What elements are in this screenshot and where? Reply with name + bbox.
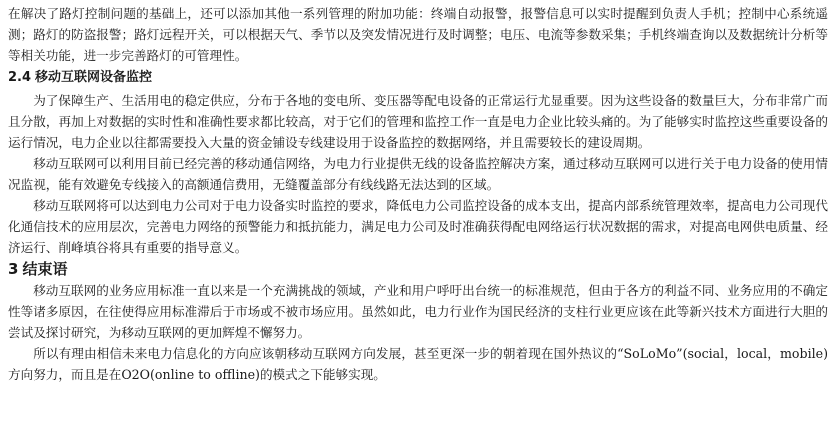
paragraph: 所以有理由相信未来电力信息化的方向应该朝移动互联网方向发展，甚至更深一步的朝着现在国外热议的“SoLoMo”(social，local，mobile)方向努力，而且是在O2O(online to offline)的模式之下能够实现。 [8, 346, 828, 382]
paragraph: 移动互联网可以利用目前已经完善的移动通信网络，为电力行业提供无线的设备监控解决方案，通过移动互联网可以进行关于电力设备的使用情况监视，能有效避免专线接入的高额通信费用，无缝覆盖部分有线线路无法达到的区域。 [8, 156, 828, 192]
section-heading-2-4 [8, 68, 828, 88]
section-title: 移动互联网设备监控 [35, 70, 153, 85]
paragraph: 为了保障生产、生活用电的稳定供应，分布于各地的变电所、变压器等配电设备的正常运行尤显重要。因为这些设备的数量巨大，分布非常广而且分散，再加上对数据的实时性和准确性要求都比较高，对于它们的管理和监控工作一直是电力企业比较头痛的。为了能够实时监控这些重要设备的运行情况，电力企业以往都需要投入大量的资金铺设专线建设用于设备监控的数据网络，并且需要较长的建设周期。 [8, 93, 828, 150]
paragraph: 移动互联网将可以达到电力公司对于电力设备实时监控的要求，降低电力公司监控设备的成本支出，提高内部系统管理效率，提高电力公司现代化通信技术的应用层次，完善电力网络的预警能力和抵抗能力，满足电力公司及时准确获得配电网络运行状况数据的需求，对提高电网供电质量、经济运行、削峰填谷将具有重要的指导意义。 [8, 198, 828, 255]
paragraph: 移动互联网的业务应用标准一直以来是一个充满挑战的领域，产业和用户呼吁出台统一的标准规范，但由于各方的利益不同、业务应用的不确定性等诸多原因，在往使得应用标准滞后于市场或不被市场应用。虽然如此，电力行业作为国民经济的支柱行业更应该在此等新兴技术方面进行大胆的尝试及探讨研究，为移动互联网的更加辉煌不懈努力。 [8, 283, 828, 340]
section-number: 2.4 [8, 70, 32, 85]
section-number: 3 [8, 260, 19, 278]
section-heading-3 [8, 258, 828, 280]
paragraph-intro: 在解决了路灯控制问题的基础上，还可以添加其他一系列管理的附加功能：终端自动报警，报警信息可以实时提醒到负责人手机；控制中心系统遥测；路灯的防盗报警；路灯远程开关，可以根据天气、季节以及突发情况进行及时调整；电压、电流等参数采集；手机终端查询以及数据统计分析等等相关功能，进一步完善路灯的可管理性。 [8, 6, 828, 63]
section-title: 结束语 [22, 260, 68, 278]
